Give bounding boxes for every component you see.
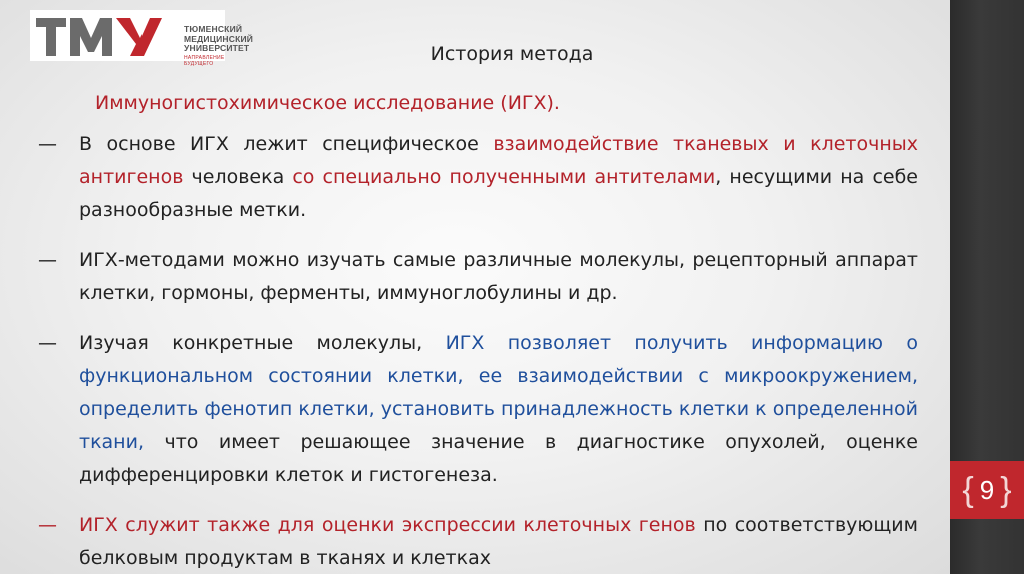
bullet-dash: — [38,332,57,354]
logo-line-3: УНИВЕРСИТЕТ [184,43,250,53]
bullet-list [28,128,918,574]
bullet-item [28,327,918,492]
text-run: ИГХ-методами можно изучать самые различные молекулы, рецепторный аппарат клетки, гормоны, ферменты, иммуноглобулины и др. [79,249,918,304]
text-run-red: взаимодействие тканевых и клеточных антигенов [79,133,918,188]
logo-line-1: ТЮМЕНСКИЙ [184,24,243,34]
text-run: Изучая конкретные молекулы, [79,332,446,354]
left-bracket-icon: { [962,471,974,509]
text-run-red: со специально полученными антителами [292,166,716,188]
bullet-text [79,327,918,492]
text-run: , несущими на себе разнообразные метки. [79,166,918,221]
bullet-text [79,128,918,227]
bullet-item [28,509,918,574]
bullet-dash: — [38,249,57,271]
right-bracket-icon: } [1000,471,1012,509]
bullet-text [79,509,918,574]
text-run: человека [183,166,293,188]
bullet-dash: — [38,514,57,536]
text-run: что имеет решающее значение в диагностике опухолей, оценке дифференцировки клеток и гистогенеза. [79,431,918,486]
logo-tagline: НАПРАВЛЕНИЕ БУДУЩЕГО [184,55,225,67]
text-run-red: ИГХ служит также для оценки экспрессии клеточных генов [79,514,696,536]
slide-subtitle: Иммуногистохимическое исследование (ИГХ). [95,92,560,114]
text-run: по соответствующим белковым продуктам в тканях и клетках [79,514,918,569]
bullet-dash: — [38,133,57,155]
text-run: В основе ИГХ лежит специфическое [79,133,494,155]
page-number [950,461,1024,519]
text-run-blue: ИГХ позволяет получить информацию о функциональном состоянии клетки, ее взаимодействии с микроокружением, определить фенотип клетки, установить принадлежность клетки к определенной ткани, [79,332,918,453]
bullet-item [28,244,918,310]
slide-title: История метода [430,43,594,65]
logo-line-2: МЕДИЦИНСКИЙ [184,33,254,44]
page-number-value: 9 [979,474,995,505]
bullet-item [28,128,918,227]
bullet-text [79,244,918,310]
